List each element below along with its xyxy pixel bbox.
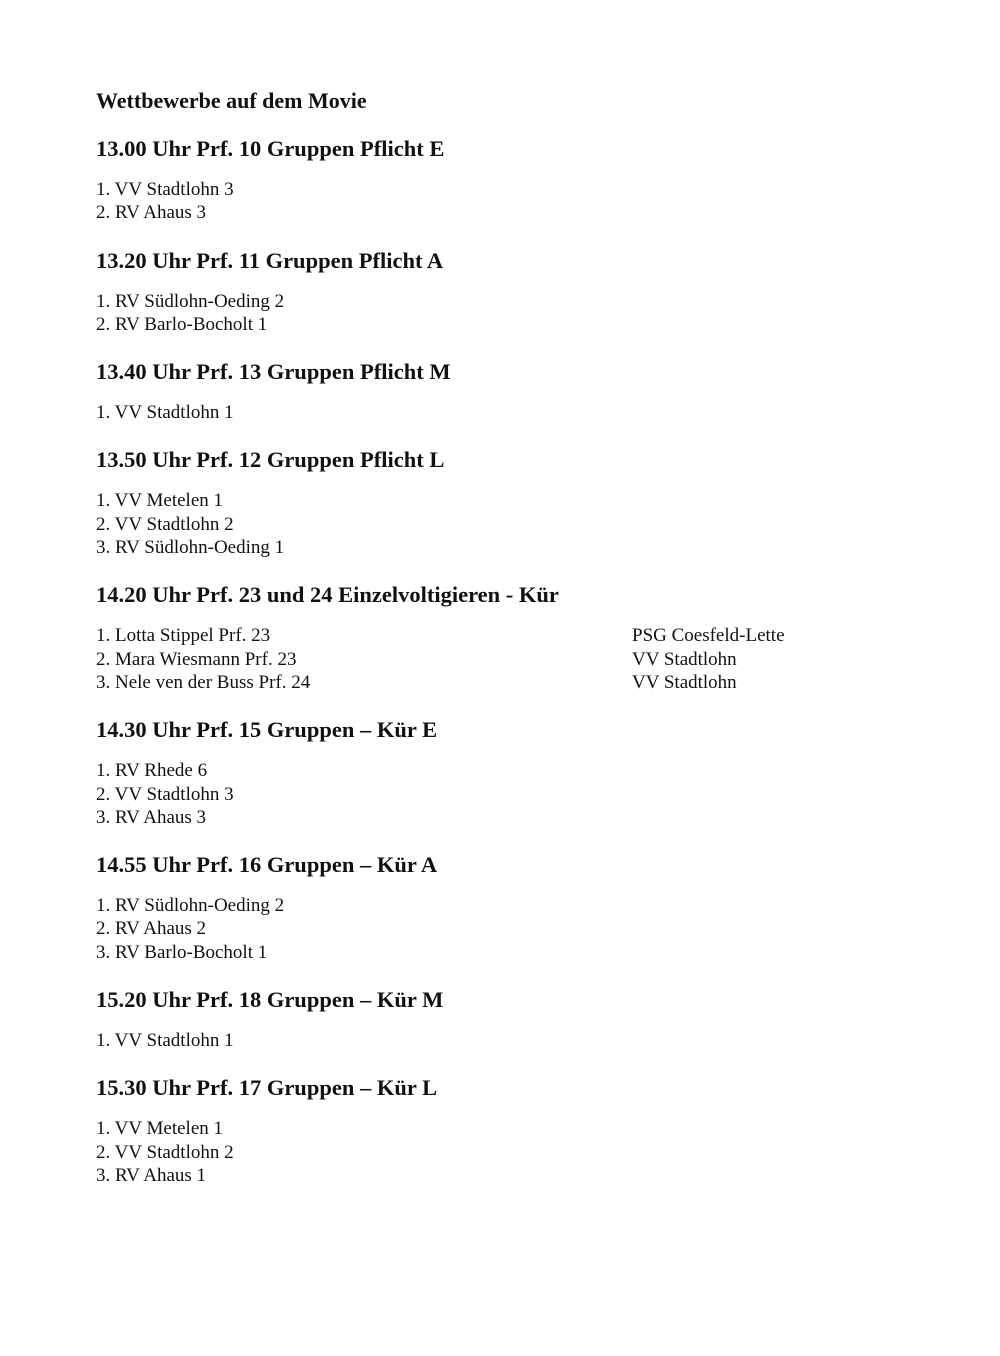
results-list [96, 1117, 936, 1187]
results-list [96, 489, 936, 559]
section-spacer [96, 336, 936, 357]
section-heading: 13.50 Uhr Prf. 12 Gruppen Pflicht L [96, 447, 445, 473]
result-entry: 1. VV Stadtlohn 1 [96, 402, 234, 424]
document-title: Wettbewerbe auf dem Movie [96, 88, 367, 113]
result-row [96, 759, 936, 782]
result-row [96, 313, 936, 336]
result-club: PSG Coesfeld-Lette [632, 625, 785, 647]
result-row [96, 290, 936, 313]
result-entry: 2. RV Ahaus 3 [96, 202, 207, 224]
section-heading: 14.30 Uhr Prf. 15 Gruppen – Kür E [96, 717, 438, 743]
result-entry: 2. RV Barlo-Bocholt 1 [96, 313, 268, 335]
competition-section [96, 246, 936, 337]
section-heading: 13.00 Uhr Prf. 10 Gruppen Pflicht E [96, 136, 445, 161]
result-entry: 1. RV Südlohn-Oeding 2 [96, 895, 285, 917]
results-list [96, 624, 936, 694]
result-entry: 1. RV Südlohn-Oeding 2 [96, 290, 285, 312]
section-spacer [96, 1052, 936, 1073]
section-heading: 14.20 Uhr Prf. 23 und 24 Einzelvoltigieren - Kür [96, 582, 559, 608]
result-row [96, 671, 936, 694]
result-entry: 2. VV Stadtlohn 2 [96, 1141, 234, 1163]
section-heading: 15.20 Uhr Prf. 18 Gruppen – Kür M [96, 987, 444, 1013]
result-entry: 1. Lotta Stippel Prf. 23 [96, 625, 271, 647]
results-list [96, 759, 936, 829]
competition-section [96, 715, 936, 829]
result-row [96, 941, 936, 964]
result-row [96, 401, 936, 424]
results-list [96, 894, 936, 964]
result-entry: 3. RV Südlohn-Oeding 1 [96, 537, 285, 559]
result-row [96, 894, 936, 917]
result-entry: 1. VV Metelen 1 [96, 490, 224, 512]
result-club: VV Stadtlohn [632, 648, 737, 670]
section-spacer [96, 559, 936, 580]
result-row [96, 648, 936, 671]
results-list [96, 1029, 936, 1052]
competition-section [96, 985, 936, 1052]
section-heading: 15.30 Uhr Prf. 17 Gruppen – Kür L [96, 1075, 438, 1101]
section-heading: 13.40 Uhr Prf. 13 Gruppen Pflicht M [96, 359, 451, 385]
section-heading: 14.55 Uhr Prf. 16 Gruppen – Kür A [96, 852, 438, 878]
result-entry: 2. Mara Wiesmann Prf. 23 [96, 648, 297, 670]
result-entry: 1. VV Stadtlohn 1 [96, 1030, 234, 1052]
section-heading: 13.20 Uhr Prf. 11 Gruppen Pflicht A [96, 247, 444, 273]
section-spacer [96, 694, 936, 715]
result-entry: 3. RV Ahaus 3 [96, 806, 207, 828]
result-entry: 1. VV Stadtlohn 3 [96, 179, 234, 200]
section-spacer [96, 964, 936, 985]
section-spacer [96, 829, 936, 850]
results-list [96, 290, 936, 337]
competition-section [96, 134, 936, 225]
result-entry: 3. Nele ven der Buss Prf. 24 [96, 671, 311, 693]
result-row [96, 536, 936, 559]
competition-section [96, 580, 936, 694]
competition-section [96, 1073, 936, 1187]
result-entry: 1. VV Metelen 1 [96, 1118, 224, 1140]
result-row [96, 783, 936, 806]
result-row [96, 806, 936, 829]
results-list [96, 178, 936, 225]
result-row [96, 1141, 936, 1164]
result-entry: 3. RV Barlo-Bocholt 1 [96, 941, 268, 963]
competition-section [96, 850, 936, 964]
competition-section [96, 445, 936, 559]
result-row [96, 513, 936, 536]
result-row [96, 201, 936, 224]
result-row [96, 624, 936, 647]
result-entry: 1. RV Rhede 6 [96, 760, 208, 782]
section-spacer [96, 424, 936, 445]
result-row [96, 178, 936, 201]
result-row [96, 1164, 936, 1187]
result-entry: 3. RV Ahaus 1 [96, 1164, 207, 1186]
result-entry: 2. VV Stadtlohn 3 [96, 783, 234, 805]
document-page [96, 86, 936, 1187]
competition-section [96, 357, 936, 424]
result-club: VV Stadtlohn [632, 671, 737, 693]
result-row [96, 1117, 936, 1140]
result-row [96, 917, 936, 940]
result-entry: 2. VV Stadtlohn 2 [96, 513, 234, 535]
result-entry: 2. RV Ahaus 2 [96, 918, 207, 940]
section-spacer [96, 225, 936, 246]
results-list [96, 401, 936, 424]
result-row [96, 489, 936, 512]
result-row [96, 1029, 936, 1052]
